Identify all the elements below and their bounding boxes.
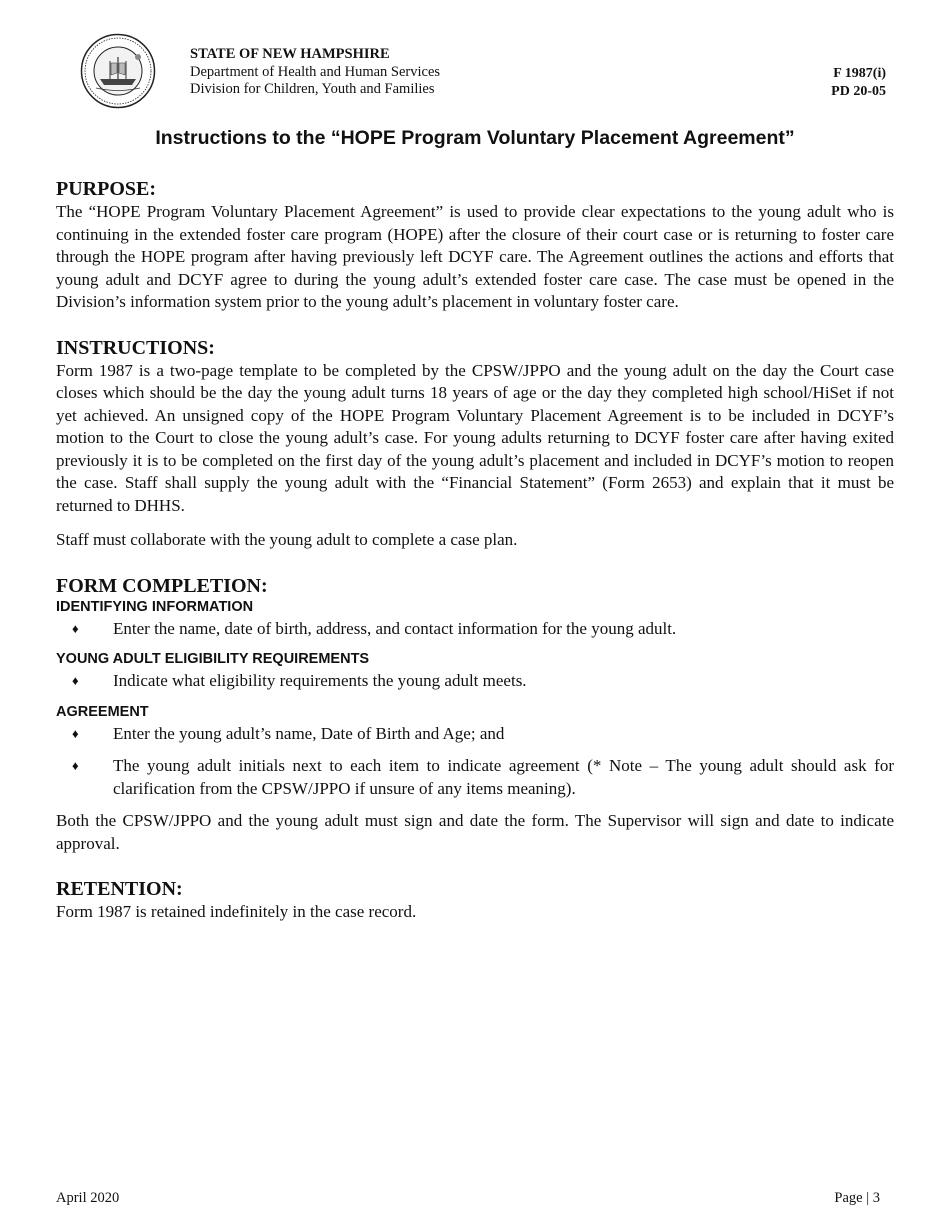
diamond-bullet-icon: ♦: [72, 725, 79, 741]
list-item: ♦ Enter the young adult’s name, Date of Birth and Age; and: [56, 723, 894, 746]
department-name: Department of Health and Human Services: [190, 63, 441, 80]
agency-block: [190, 46, 440, 99]
page-number: Page | 3: [834, 1190, 880, 1206]
diamond-bullet-icon: ♦: [72, 673, 79, 688]
instructions-heading: INSTRUCTIONS:: [56, 336, 215, 359]
document-body: [56, 177, 894, 946]
purpose-text: The “HOPE Program Voluntary Placement Agreement” is used to provide clear expectations to the young adult who is continuing in the extended foster care program (HOPE) after the closure of their court case or is returning to foster care through the HOPE program after having previously left DCYF care. The Agreement outlines the actions and efforts that young adult and DCYF agree to during the young adult’s extended foster care case. The case must be opened in the Division’s information system prior to the young adult’s placement in voluntary foster care.: [56, 202, 894, 311]
agreement-heading: AGREEMENT: [56, 703, 149, 720]
list-item: ♦ The young adult initials next to each item to indicate agreement (* Note – The young adult should ask for clarification from the CPSW/JPPO if unsure of any items meaning).: [72, 756, 894, 798]
instructions-text: Form 1987 is a two-page template to be completed by the CPSW/JPPO and the young adult on the day the Court case closes which should be the day the young adult turns 18 years of age or the day they completed high school/HiSet if not yet achieved. An unsigned copy of the HOPE Program Voluntary Placement Agreement is to be included in DCYF’s motion to the Court to close the young adult’s case. For young adults returning to DCYF foster care after having exited previously it is to be completed on the first day of the young adult’s placement and included in DCYF’s motion to reopen the case. Staff shall supply the young adult with the “Financial Statement” (Form 2653) and explain that it must be returned to DHHS.: [56, 360, 894, 515]
purpose-section: [56, 177, 894, 314]
diamond-bullet-icon: ♦: [72, 620, 79, 636]
list-item: ♦ Enter the name, date of birth, address, and contact information for the young adult.: [56, 618, 894, 641]
identifying-information-list: [56, 618, 894, 641]
agreement-list: [56, 723, 894, 801]
retention-heading: RETENTION:: [56, 878, 183, 900]
instructions-section: [56, 336, 894, 552]
footer-date: April 2020: [56, 1190, 120, 1206]
form-completion-section: [56, 574, 894, 856]
division-name: Division for Children, Youth and Families: [190, 81, 435, 97]
list-item: ♦ Indicate what eligibility requirements the young adult meets.: [56, 670, 894, 693]
form-completion-closing: Both the CPSW/JPPO and the young adult must sign and date the form. The Supervisor will sign and date to indicate approval.: [56, 811, 894, 853]
retention-text: Form 1987 is retained indefinitely in the case record.: [56, 902, 417, 921]
document-title: Instructions to the “HOPE Program Voluntary Placement Agreement”: [155, 127, 795, 149]
state-name: STATE OF NEW HAMPSHIRE: [190, 46, 390, 62]
identifying-information-heading: IDENTIFYING INFORMATION: [56, 598, 254, 615]
instructions-text-2: Staff must collaborate with the young adult to complete a case plan.: [56, 530, 518, 549]
retention-section: [56, 877, 894, 924]
policy-directive: PD 20-05: [831, 83, 886, 99]
form-identifier: [831, 65, 886, 100]
eligibility-requirements-heading: YOUNG ADULT ELIGIBILITY REQUIREMENTS: [56, 651, 370, 667]
purpose-heading: PURPOSE:: [56, 178, 156, 200]
form-number: F 1987(i): [833, 66, 886, 81]
diamond-bullet-icon: ♦: [72, 758, 79, 773]
eligibility-requirements-list: [56, 670, 894, 693]
form-completion-heading: FORM COMPLETION:: [56, 574, 268, 597]
state-seal-icon: [80, 33, 156, 109]
